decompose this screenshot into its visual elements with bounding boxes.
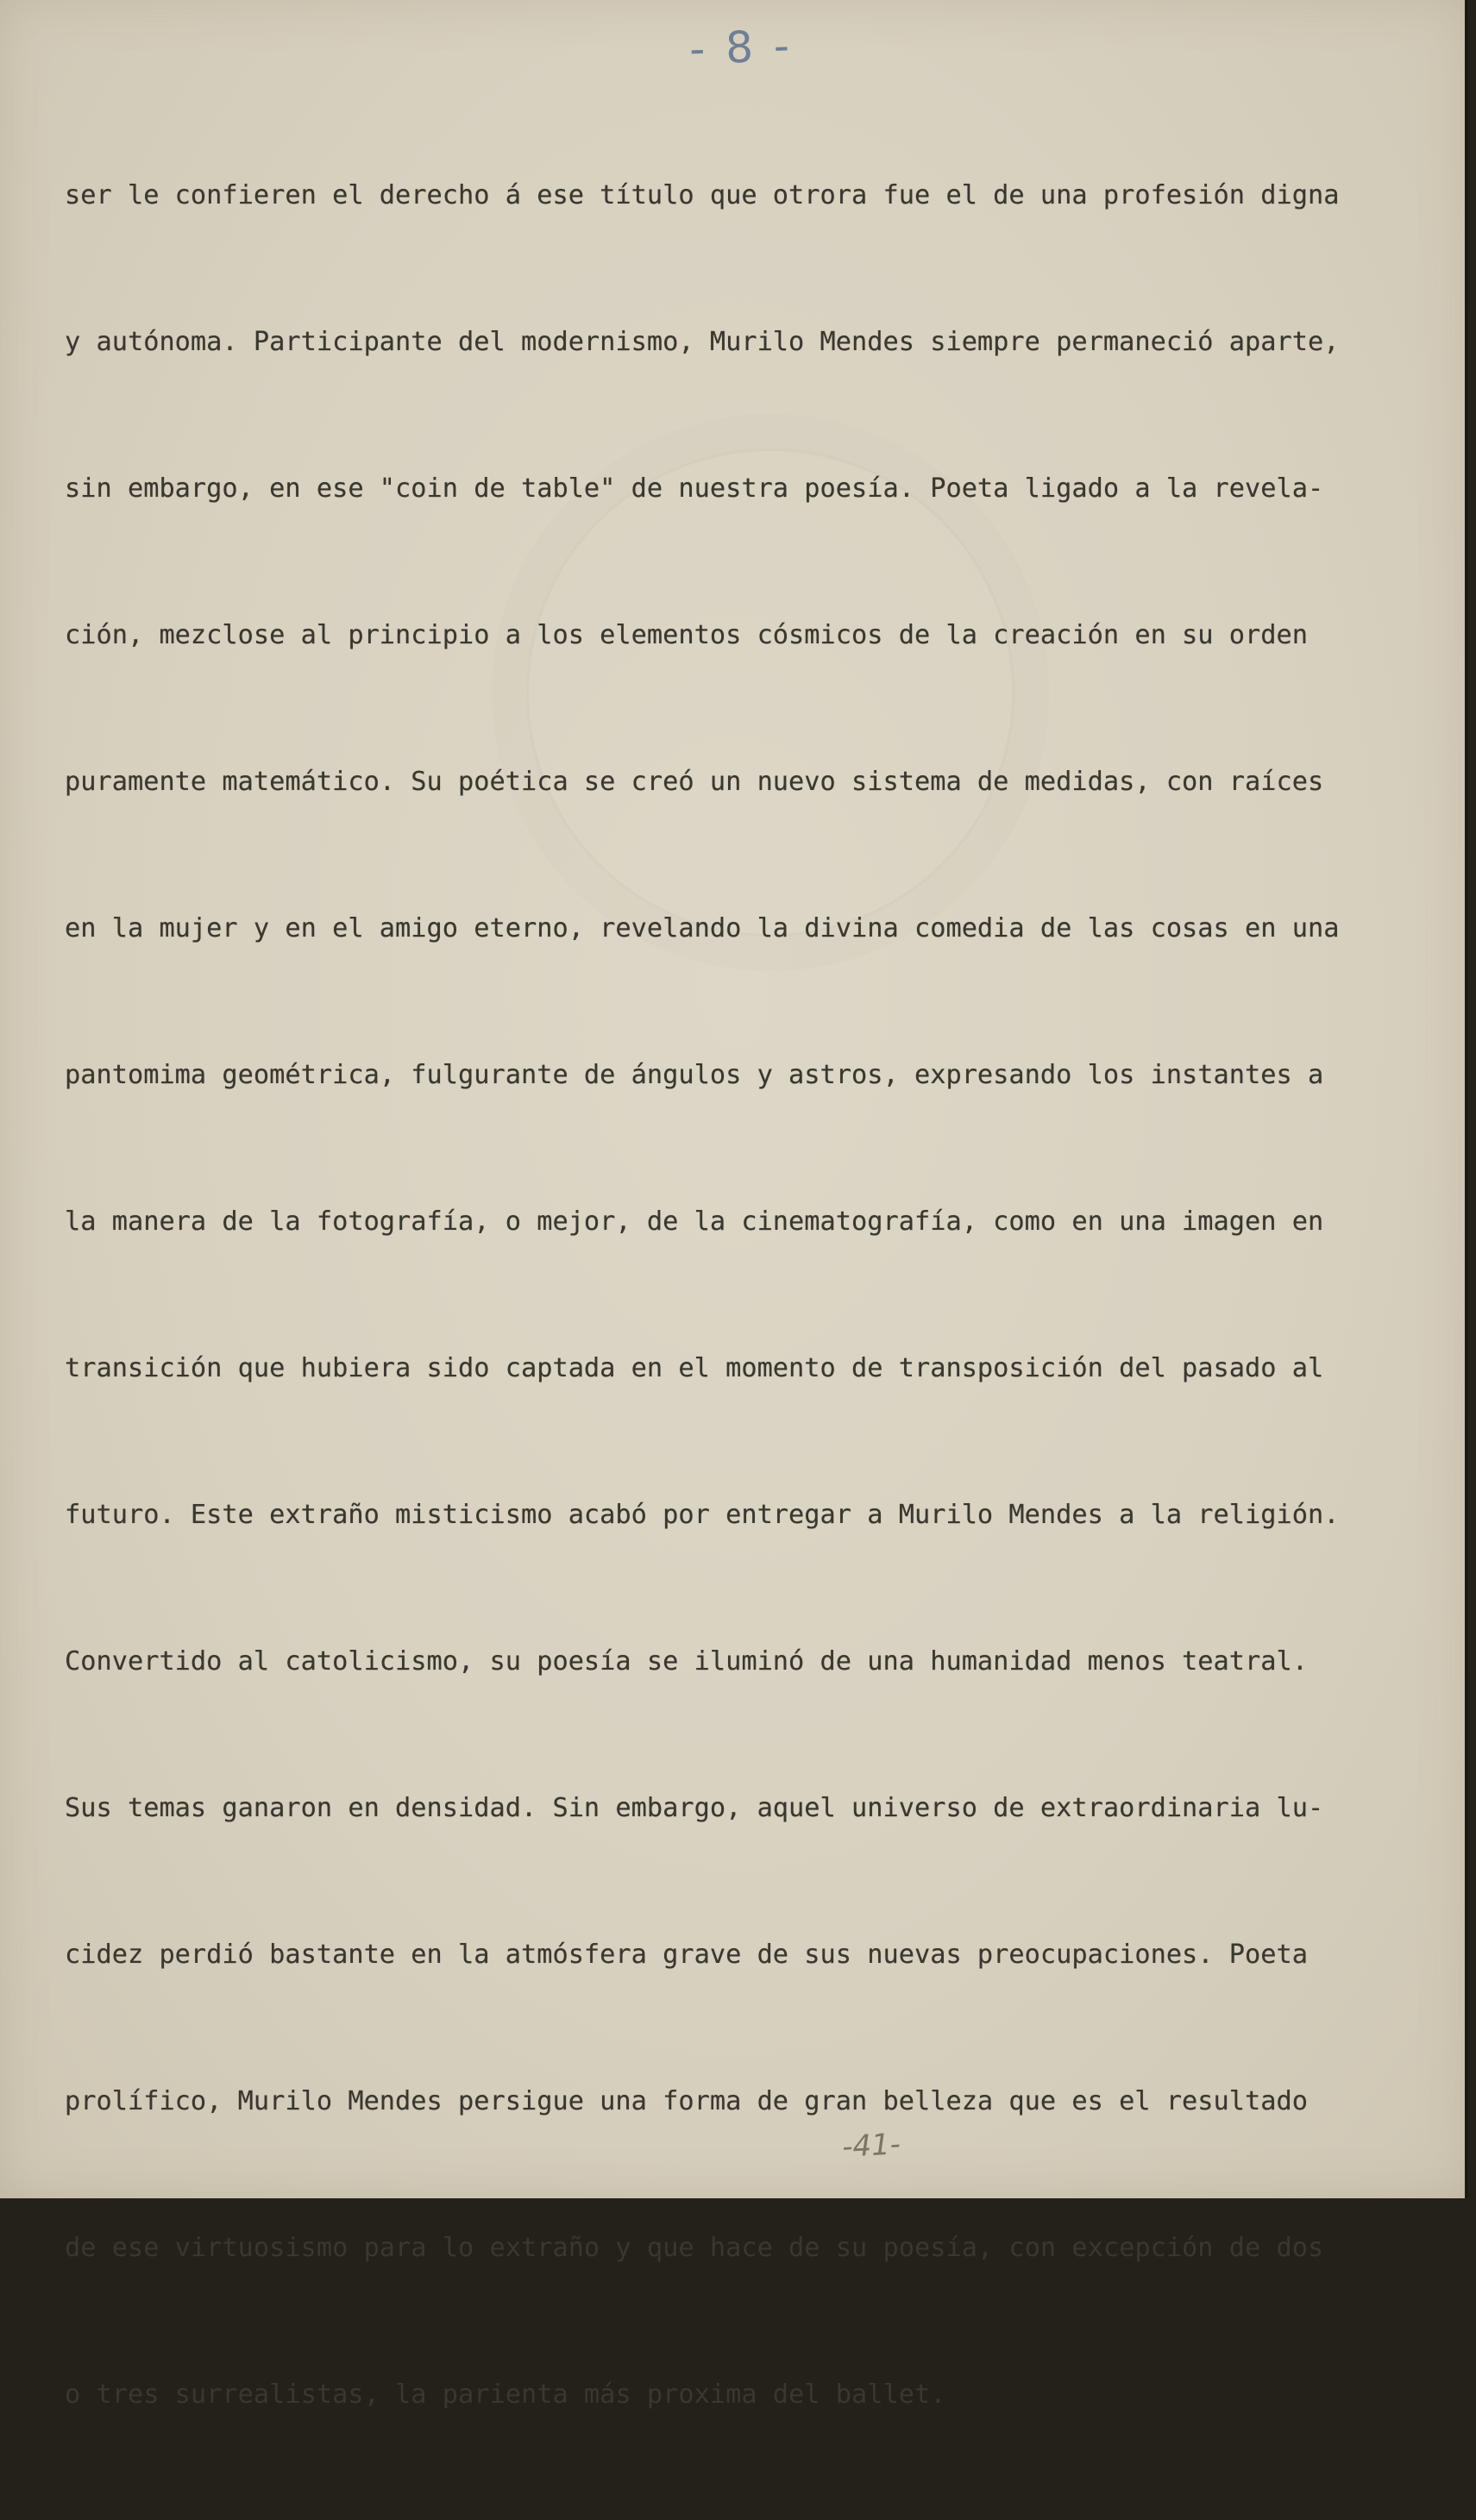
text-line: en la mujer y en el amigo eterno, revelando la divina comedia de las cosas en una [65,913,1340,943]
text-line: Sus temas ganaron en densidad. Sin embargo, aquel universo de extraordinaria lu- [65,1793,1324,1823]
page-number-top: - 8 - [688,20,794,75]
text-line: prolífico, Murilo Mendes persigue una forma de gran belleza que es el resultado [65,2086,1308,2116]
text-line: futuro. Este extraño misticismo acabó por entregar a Murilo Mendes a la religión. [65,1500,1340,1530]
text-line: o tres surrealistas, la parienta más proxima del ballet. [65,2379,946,2410]
text-line: ción, mezclose al principio a los elementos cósmicos de la creación en su orden [65,620,1308,650]
text-line: cidez perdió bastante en la atmósfera grave de sus nuevas preocupaciones. Poeta [65,1940,1308,1970]
text-line: y autónoma. Participante del modernismo, Murilo Mendes siempre permaneció aparte, [65,327,1340,357]
text-line: de ese virtuosismo para lo extraño y que hace de su poesía, con excepción de dos [65,2233,1324,2263]
text-line: sin embargo, en ese "coin de table" de nuestra poesía. Poeta ligado a la revela- [65,473,1324,504]
scan-edge [1465,0,1468,2198]
page-number-bottom: -41- [841,2127,901,2165]
text-line: puramente matemático. Su poética se creó un nuevo sistema de medidas, con raíces [65,767,1324,797]
body-text [65,114,1462,2520]
text-line: pantomima geométrica, fulgurante de ángulos y astros, expresando los instantes a [65,1060,1324,1090]
text-line: transición que hubiera sido captada en el momento de transposición del pasado al [65,1353,1324,1383]
text-line: Convertido al catolicismo, su poesía se iluminó de una humanidad menos teatral. [65,1646,1308,1677]
text-line: la manera de la fotografía, o mejor, de la cinematografía, como en una imagen en [65,1207,1324,1237]
text-line: ser le confieren el derecho á ese título que otrora fue el de una profesión digna [65,180,1340,210]
